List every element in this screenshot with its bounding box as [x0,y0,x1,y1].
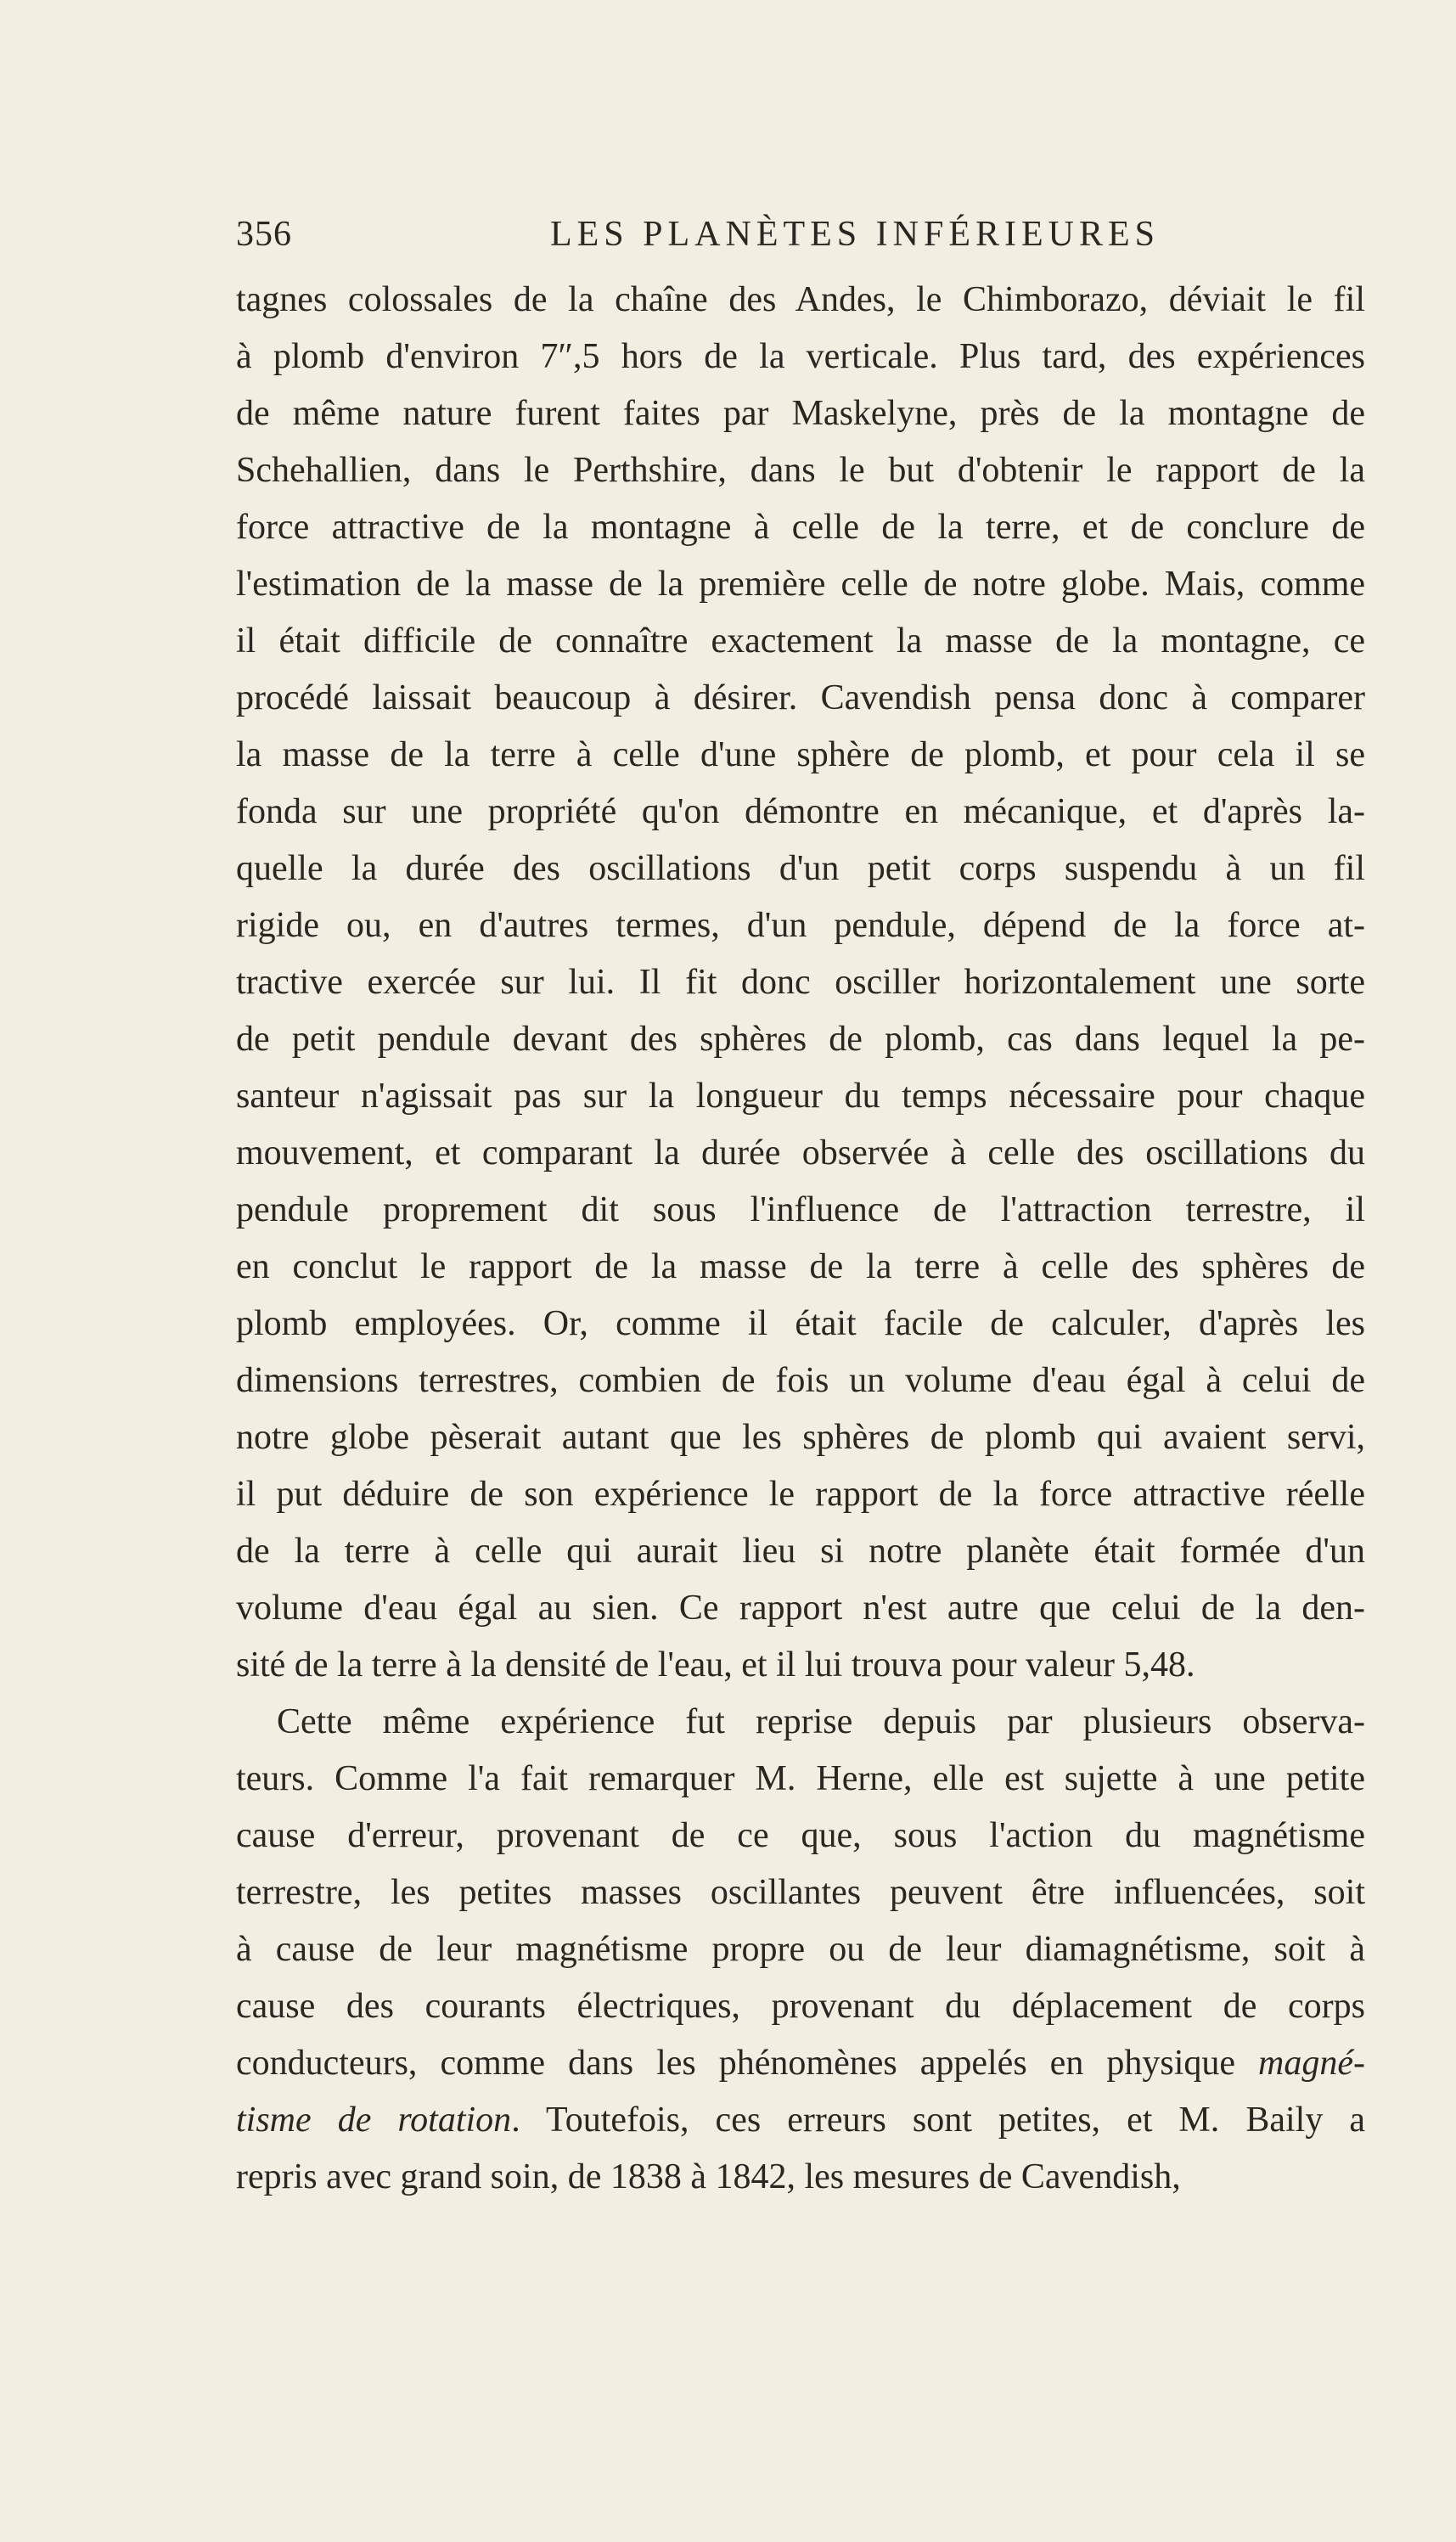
text-line: repris avec grand soin, de 1838 à 1842, les mesures de Cavendish, [236,2157,1181,2196]
text-line: rigide ou, en d'autres termes, d'un pendule, dépend de la force at- [236,906,1365,945]
text-line: santeur n'agissait pas sur la longueur du temps nécessaire pour chaque [236,1077,1365,1116]
body-text [236,272,1365,2206]
text-line: volume d'eau égal au sien. Ce rapport n'est autre que celui de la den- [236,1589,1365,1628]
text-line-with-italic [236,2092,1365,2149]
italic-term: tisme de rotation [236,2101,512,2140]
text-line: de la terre à celle qui aurait lieu si notre planète était formée d'un [236,1532,1365,1571]
text-line: plomb employées. Or, comme il était facile de calculer, d'après les [236,1304,1365,1343]
text-line: terrestre, les petites masses oscillantes peuvent être influencées, soit [236,1873,1365,1912]
text-fragment: . Toutefois, ces erreurs sont petites, et M. Baily a [511,2101,1365,2140]
text-line: cause d'erreur, provenant de ce que, sous l'action du magnétisme [236,1816,1365,1855]
text-line: notre globe pèserait autant que les sphères de plomb qui avaient servi, [236,1418,1365,1457]
text-line: fonda sur une propriété qu'on démontre en mécanique, et d'après la- [236,792,1365,831]
text-line: il put déduire de son expérience le rapport de la force attractive réelle [236,1475,1365,1514]
running-head [236,214,1365,265]
text-line: pendule proprement dit sous l'influence de l'attraction terrestre, il [236,1190,1365,1229]
text-line: mouvement, et comparant la durée observée à celle des oscillations du [236,1133,1365,1173]
text-line: l'estimation de la masse de la première celle de notre globe. Mais, comme [236,565,1365,604]
text-line: dimensions terrestres, combien de fois un volume d'eau égal à celui de [236,1361,1365,1400]
text-line: force attractive de la montagne à celle de la terre, et de conclure de [236,508,1365,547]
text-line: cause des courants électriques, provenant du déplacement de corps [236,1987,1365,2026]
italic-term: magné- [1258,2044,1365,2083]
text-line: tagnes colossales de la chaîne des Andes, le Chimborazo, déviait le fil [236,280,1365,319]
text-fragment: conducteurs, comme dans les phénomènes appelés en physique [236,2044,1235,2083]
text-line: la masse de la terre à celle d'une sphère de plomb, et pour cela il se [236,735,1365,774]
text-line: sité de la terre à la densité de l'eau, et il lui trouva pour valeur 5,48. [236,1645,1195,1684]
text-line: de même nature furent faites par Maskelyne, près de la montagne de [236,394,1365,433]
text-line: il était difficile de connaître exactement la masse de la montagne, ce [236,621,1365,661]
text-line: Schehallien, dans le Perthshire, dans le but d'obtenir le rapport de la [236,451,1365,490]
text-line: teurs. Comme l'a fait remarquer M. Herne, elle est sujette à une petite [236,1759,1365,1798]
text-line: tractive exercée sur lui. Il fit donc osciller horizontalement une sorte [236,963,1365,1002]
text-line: de petit pendule devant des sphères de plomb, cas dans lequel la pe- [236,1020,1365,1059]
text-line: quelle la durée des oscillations d'un petit corps suspendu à un fil [236,849,1365,888]
page-number: 356 [236,215,292,254]
text-line: procédé laissait beaucoup à désirer. Cavendish pensa donc à comparer [236,678,1365,717]
text-line: à cause de leur magnétisme propre ou de leur diamagnétisme, soit à [236,1930,1365,1969]
running-title: LES PLANÈTES INFÉRIEURES [550,215,1161,254]
text-line: Cette même expérience fut reprise depuis par plusieurs observa- [277,1702,1365,1741]
text-line-with-italic [236,2035,1365,2092]
text-line: en conclut le rapport de la masse de la terre à celle des sphères de [236,1247,1365,1286]
text-line: à plomb d'environ 7″,5 hors de la verticale. Plus tard, des expériences [236,337,1365,376]
